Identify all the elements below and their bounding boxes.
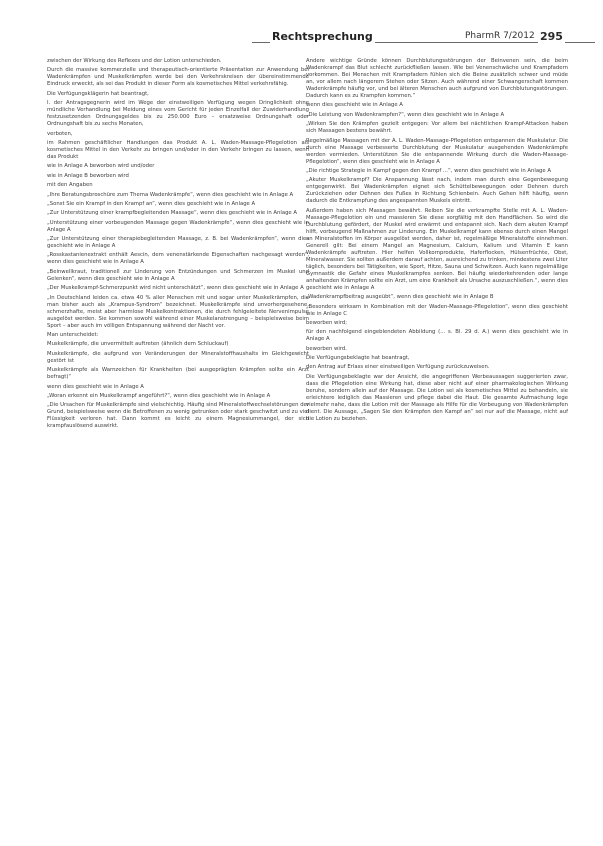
journal-reference: PharmR 7/2012 (465, 31, 535, 41)
paragraph: I. der Antragsgegnerin wird im Wege der einstweiligen Verfügung wegen Dringlichkeit ohne mündliche Verhandlung bei Meidung eines vom Gericht für jeden Einzelfall der Zuwiderhandlung festzusetzenden Ordnungsgeldes bis zu 250.000 Euro – ersatzweise Ordnungshaft oder Ordnungshaft bis zu sechs Monaten, (47, 100, 309, 128)
paragraph: beworben wird. (306, 345, 347, 352)
page-number: 295 (540, 30, 563, 43)
paragraph: „Sonst Sie ein Krampf in den Krampf an“, wenn dies geschieht wie in Anlage A (47, 200, 256, 207)
paragraph: beworben wird; (306, 319, 348, 326)
paragraph: Muskelkrämpfe als Warnzeichen für Krankheiten (bei ausgeprägten Krämpfen sollte ein Arzt befragt)“ (47, 367, 309, 381)
paragraph: Die Verfügungsklägerin hat beantragt, (47, 90, 149, 97)
paragraph: wie in Anlage A beworben wird und/oder (47, 163, 155, 170)
paragraph: „Ihre Beratungsbroschüre zum Thema Wadenkrämpfe“, wenn dies geschieht wie in Anlage A (47, 191, 294, 198)
paragraph: Durch die massive kommerzielle und therapeutisch-orientierte Präsentation zur Anwendung bei Wadenkrämpfen und Muskelkrämpfen werde bei den Verkehrskreisen der übereinstimmende Eindruck erweckt, als sei das Produkt in dieser Form als kosmetisches Mittel verkehrsfähig. (47, 67, 309, 88)
paragraph: Man unterscheidet: (47, 332, 99, 339)
paragraph: „Akuter Muskelkrampf? Die Anspannung lässt nach, indem man durch eine Gegenbewegung entgegenwirkt. Bei Wadenkrämpfen eignet sich Schüttelbewegungen oder Dehnen durch Zurückziehen oder Dehnen des Fußes in Richtung Schienbein. Auch Gehen hilft häufig, wenn dadurch die Entkrampfung des angespannten Muskels eintritt. (306, 177, 568, 205)
paragraph: „Wirken Sie den Krämpfen gezielt entgegen: Vor allem bei nächtlichen Krampf-Attacken haben sich Massagen bestens bewährt. (306, 121, 568, 135)
paragraph: „Zur Unterstützung einer therapiebegleitenden Massage, z. B. bei Wadenkrämpfen“, wenn dies geschieht wie in Anlage A (47, 236, 309, 250)
paragraph: mit den Angaben (47, 182, 93, 189)
paragraph: im Rahmen geschäftlicher Handlungen das Produkt A. L. Waden-Massage-Pflegelotion als kosmetisches Mittel in den Verkehr zu bringen und/oder in den Verkehr bringen zu lassen, wenn das Produkt (47, 139, 309, 160)
left-text-column (47, 58, 309, 433)
paragraph: Andere wichtige Gründe können Durchblutungsstörungen der Beinvenen sein, die beim Wadenkrampf das Blut schlecht zurückfließen lassen. Wie bei Venenschwäche und Krampfadern vorkommen. Bei Menschen mit Krampfadern fühlen sich die Beine zusätzlich schwer und müde an, vor allem nach längerem Stehen oder Sitzen. Auch während einer Schwangerschaft kommen Wadenkrämpfe häufig vor, und bei älteren Menschen auch aufgrund von Durchblutungsstörungen. Dadurch kann es zu Krampfen kommen.“ (306, 58, 568, 99)
paragraph: wenn dies geschieht wie in Anlage A (306, 102, 403, 109)
paragraph: für den nachfolgend eingeblendeten Abbildung (... s. Bl. 29 d. A.) wenn dies geschieht wie in Anlage A (306, 329, 568, 343)
paragraph: Muskelkrämpfe, die unvermittelt auftreten (ähnlich dem Schluckauf) (47, 341, 229, 348)
paragraph: Regelmäßige Massagen mit der A. L. Waden-Massage-Pflegelotion entspannen die Muskulatur. Die durch eine Massage verbesserte Durchblutung der Muskulatur ausgehenden Wadenkrämpfe werden vermieden. Unterstützen Sie die entspannende Wirkung durch die Waden-Massage-Pflegelotion“, wenn dies geschieht wie in Anlage A (306, 137, 568, 165)
paragraph: „Rosskastanienextrakt enthält Aescin, dem venenstärkende Eigenschaften nachgesagt werden“, wenn dies geschieht wie in Anlage A (47, 252, 309, 266)
paragraph: „Unterstützung einer vorbeugenden Massage gegen Wadenkrämpfe“, wenn dies geschieht wie in Anlage A (47, 219, 309, 233)
paragraph: „Die richtige Strategie in Kampf gegen den Krampf ...“, wenn dies geschieht wie in Anlage A (306, 167, 551, 174)
paragraph: zwischen der Wirkung des Reflexes und der Lotion unterschieden. (47, 58, 222, 64)
paragraph: den Antrag auf Erlass einer einstweiligen Verfügung zurückzuweisen. (306, 364, 490, 371)
paragraph: Muskelkrämpfe, die aufgrund von Veränderungen der Mineralstoffhaushalts im Gleichgewicht gestört ist (47, 350, 309, 364)
paragraph: Die Verfügungsbeklagte war der Ansicht, die angegriffenen Werbeaussagen suggerierten zwar, dass die Pflegelotion eine Wirkung hat, diese aber nicht auf einer pharmakologischen Wirkung beruhe, sondern allein auf der Massage. Die Lotion sei als kosmetisches Mittel zu behandeln, sie erleichtere lediglich das Massieren und pflege dabei die Haut. Die gesamte Aufmachung lege vielmehr nahe, dass die Lotion mit der Massage als Hilfe für die Vorbeugung von Wadenkrämpfen dient. Die Aussage, „Sagen Sie den Krämpfen den Kampf an“ sei nur auf die Massage, nicht auf die Lotion zu beziehen. (306, 373, 568, 422)
paragraph: „In Deutschland leiden ca. etwa 40 % aller Menschen mit und sogar unter Muskelkrämpfen, die man bisher auch als „Krampus-Syndrom“ bezeichnet. Muskelkrämpfe sind unvorhergesehene, schmerzhafte, meist aber harmlose Muskelkontraktionen, die durch fehlgeleitete Nervenimpulse ausgelöst werden. Sie kommen sowohl während einer Muskelanstrengung – beispielsweise beim Sport – aber auch im völligen Entspannung während der Nacht vor. (47, 294, 309, 329)
right-text-column (306, 58, 568, 425)
paragraph: verboten, (47, 130, 73, 137)
paragraph: wenn dies geschieht wie in Anlage A (47, 383, 144, 390)
paragraph: Die Verfügungsbeklagte hat beantragt, (306, 355, 410, 362)
paragraph: „Der Muskelkrampf-Schmerzpunkt wird nicht unterschätzt“, wenn dies geschieht wie in Anlage A (47, 285, 304, 292)
paragraph: „Die Ursachen für Muskelkrämpfe sind vielschichtig. Häufig sind Mineralstoffwechselstörungen der Grund, beispielsweise wenn die Betroffenen zu wenig getrunken oder stark geschwitzt und zu viel Flüssigkeit verloren hat. Dann kommt es leicht zu einem Magnesiummangel, der sich krampfauslösend auswirkt. (47, 402, 309, 430)
paragraph: „Besonders wirksam in Kombination mit der Waden-Massage-Pflegelotion“, wenn dies geschieht wie in Anlage C (306, 303, 568, 317)
paragraph: „Die Leistung von Wadenkrampfen?“, wenn dies geschieht wie in Anlage A (306, 111, 505, 118)
paragraph: Außerdem haben sich Massagen bewährt. Reiben Sie die verkrampfte Stelle mit A. L. Waden-Massage-Pflegelotion ein und massieren Sie diese sorgfältig mit den Handflächen. So wird die Durchblutung gefördert, der Muskel wird erwärmt und entspannt sich. Nach dem akuten Krampf hilft, vorbeugend Maßnahmen zur Linderung. Ein Muskelkrampf kann ebenso durch einen Mangel an Mineralstoffen im Körper ausgelöst werden, daher ist, regelmäßige Mineralstoffe einnehmen. Generell gilt: Bei einem Mangel an Magnesium, Calcium, Kalium und Vitamin E kann Wadenkrämpfe auftreten. Hier helfen Vollkornprodukte, Haferflocken, Hülsenfrüchte, Obst, Mineralwasser. Sie sollten außerdem darauf achten, ausreichend zu trinken, mindestens zwei Liter täglich, besonders bei Tätigkeiten, wie Sport, Hitze, Sauna und Schwitzen. Auch kann regelmäßige Gymnastik die Gefahr eines Muskelkrampfes senken. Bei häufig wiederkehrenden oder lange anhaltenden Krämpfen sollte ein Arzt, um eine Krankheit als Ursache auszuschließen.“, wenn dies geschieht wie in Anlage A (306, 207, 568, 291)
paragraph: wie in Anlage B beworben wird (47, 172, 129, 179)
paragraph: „Wadenkrampfbeitrag ausgeübt“, wenn dies geschieht wie in Anlage B (306, 294, 494, 301)
paragraph: „Woran erkennt ein Muskelkrampf angeführt?“, wenn dies geschieht wie in Anlage A (47, 392, 271, 399)
section-title: Rechtsprechung (272, 30, 373, 43)
page-header (0, 30, 603, 54)
paragraph: „Beinwellkraut, traditionell zur Linderung von Entzündungen und Schmerzen im Muskel und Gelenken“, wenn dies geschieht wie in Anlage A (47, 268, 309, 282)
paragraph: „Zur Unterstützung einer krampfbegleitenden Massage“, wenn dies geschieht wie in Anlage A (47, 210, 297, 217)
